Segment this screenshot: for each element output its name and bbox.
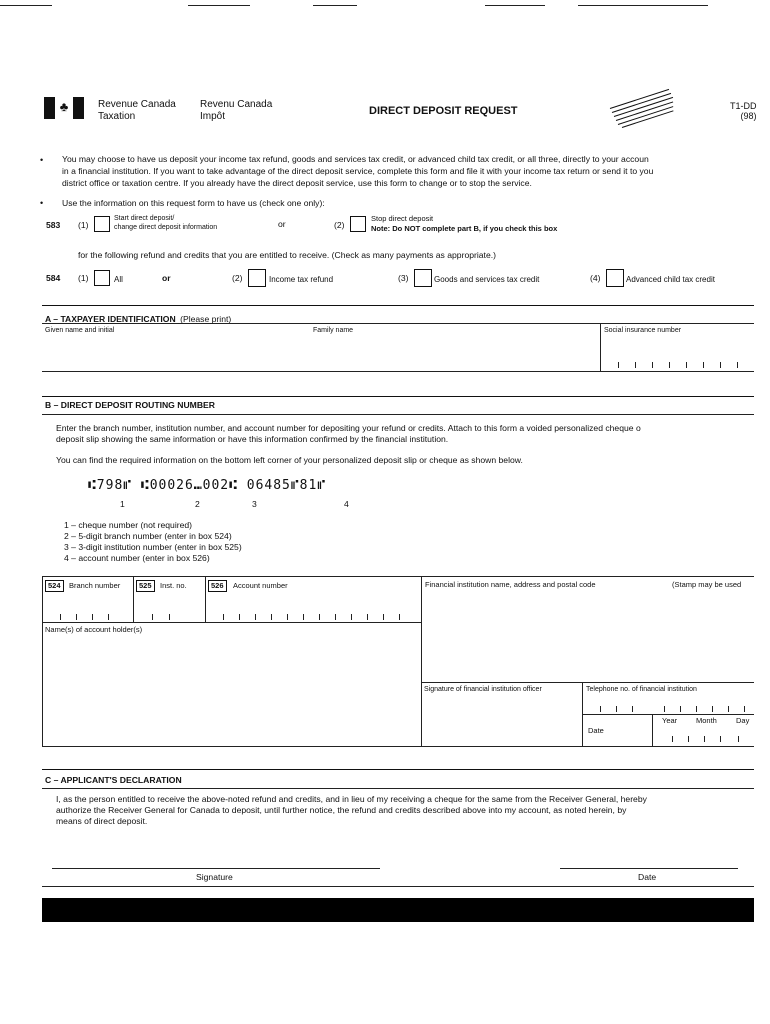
family-name-field[interactable] bbox=[312, 326, 598, 368]
section-c-heading: C – APPLICANT'S DECLARATION bbox=[45, 775, 182, 785]
child-tax-credit-label: Advanced child tax credit bbox=[626, 275, 715, 284]
section-b-heading: B – DIRECT DEPOSIT ROUTING NUMBER bbox=[45, 400, 215, 410]
scan-mark bbox=[485, 5, 545, 6]
grid-divider bbox=[652, 714, 653, 746]
all-payments-label: All bbox=[114, 275, 123, 284]
routing-grid-left bbox=[42, 576, 43, 746]
line-code-584: 584 bbox=[46, 273, 61, 283]
sin-field[interactable] bbox=[602, 336, 754, 370]
branch-number-field[interactable] bbox=[44, 600, 132, 622]
section-c-bottom bbox=[42, 886, 754, 887]
child-tax-credit-checkbox[interactable] bbox=[606, 269, 624, 287]
micr-index-2: 2 bbox=[195, 499, 200, 509]
section-a-bottom bbox=[42, 371, 754, 372]
scan-mark bbox=[578, 5, 708, 6]
micr-index-4: 4 bbox=[344, 499, 349, 509]
given-name-field[interactable] bbox=[42, 326, 312, 368]
bullet-dot: • bbox=[40, 155, 44, 165]
date-label: Date bbox=[638, 872, 657, 882]
box-code-524: 524 bbox=[45, 580, 64, 592]
scan-mark bbox=[188, 5, 250, 6]
signature-label: Signature bbox=[196, 872, 233, 882]
micr-legend: 1 – cheque number (not required) 2 – 5-digit branch number (enter in box 524) 3 – 3-digit institution number (enter in box 525) 4 – account number (enter in box 526) bbox=[64, 520, 242, 563]
section-a-heading: A – TAXPAYER IDENTIFICATION (Please print) bbox=[45, 314, 232, 324]
stop-deposit-label: Stop direct deposit Note: Do NOT complete part B, if you check this box bbox=[371, 214, 558, 233]
section-b-bottom bbox=[42, 746, 754, 747]
micr-sample: ⑆798⑈ ⑆00026⑉002⑆ 06485⑈81⑈ bbox=[88, 478, 327, 493]
account-number-label: Account number bbox=[233, 581, 288, 590]
grid-divider bbox=[421, 576, 422, 746]
option-number: (4) bbox=[590, 273, 601, 283]
financial-institution-label: Financial institution name, address and postal code bbox=[425, 580, 596, 589]
form-code: T1-DD (98) bbox=[730, 101, 757, 121]
institution-number-field[interactable] bbox=[135, 600, 204, 622]
telephone-label: Telephone no. of financial institution bbox=[586, 686, 697, 693]
telephone-field[interactable] bbox=[584, 696, 754, 714]
scan-mark bbox=[0, 5, 52, 6]
year-label: Year bbox=[662, 716, 678, 725]
family-name-label: Family name bbox=[313, 327, 354, 334]
footer-bar bbox=[42, 898, 754, 922]
branch-number-label: Branch number bbox=[69, 581, 121, 590]
option-number: (1) bbox=[78, 273, 89, 283]
routing-grid-top bbox=[42, 576, 754, 577]
gst-credit-label: Goods and services tax credit bbox=[434, 275, 540, 284]
sin-divider bbox=[600, 323, 601, 371]
section-b-divider bbox=[42, 414, 754, 415]
wordmark-stripes-icon bbox=[608, 92, 674, 128]
option-number: (2) bbox=[334, 220, 345, 230]
income-tax-refund-checkbox[interactable] bbox=[248, 269, 266, 287]
stop-deposit-checkbox[interactable] bbox=[350, 216, 366, 232]
start-deposit-label: Start direct deposit/ change direct deposit information bbox=[114, 215, 218, 231]
account-holders-field[interactable] bbox=[44, 636, 418, 742]
agency-name-fr: Revenu Canada Impôt bbox=[200, 99, 273, 122]
section-b-rule bbox=[42, 396, 754, 397]
institution-number-label: Inst. no. bbox=[160, 581, 187, 590]
section-c-divider bbox=[42, 788, 754, 789]
grid-divider bbox=[421, 682, 754, 683]
routing-instructions: Enter the branch number, institution number, and account number for depositing your refund or credits. Attach to this form a voided personalized cheque o deposit slip showing the same information or have this information confirmed by the financial institution. bbox=[56, 423, 641, 444]
option-number: (1) bbox=[78, 220, 89, 230]
micr-index-3: 3 bbox=[252, 499, 257, 509]
account-number-field[interactable] bbox=[207, 600, 419, 622]
given-name-label: Given name and initial bbox=[45, 327, 115, 334]
declaration-text: I, as the person entitled to receive the above-noted refund and credits, and in lieu of my receiving a cheque for the same from the Receiver General, hereby authorize the Receiver General for Canada to deposit, until further notice, the refund and credits described above into my account, as noted herein, by means of direct deposit. bbox=[56, 794, 647, 826]
option-number: (3) bbox=[398, 273, 409, 283]
officer-signature-label: Signature of financial institution officer bbox=[424, 686, 542, 693]
line-code-583: 583 bbox=[46, 220, 61, 230]
all-payments-checkbox[interactable] bbox=[94, 270, 110, 286]
section-a-rule bbox=[42, 305, 754, 306]
start-deposit-checkbox[interactable] bbox=[94, 216, 110, 232]
routing-location-text: You can find the required information on the bottom left corner of your personalized deposit slip or cheque as shown below. bbox=[56, 455, 523, 465]
applicant-date-line[interactable] bbox=[560, 868, 738, 869]
micr-index-1: 1 bbox=[120, 499, 125, 509]
sin-label: Social insurance number bbox=[604, 327, 682, 334]
intro-instruction: Use the information on this request form to have us (check one only): bbox=[62, 198, 325, 208]
bullet-dot: • bbox=[40, 198, 44, 208]
grid-divider bbox=[205, 576, 206, 622]
agency-name-en: Revenue Canada Taxation bbox=[98, 99, 176, 122]
officer-signature-field[interactable] bbox=[424, 696, 580, 744]
day-label: Day bbox=[736, 716, 750, 725]
account-holders-label: Name(s) of account holder(s) bbox=[45, 625, 143, 634]
grid-divider bbox=[582, 714, 754, 715]
or-label: or bbox=[162, 273, 171, 283]
section-c-rule bbox=[42, 769, 754, 770]
grid-divider bbox=[133, 576, 134, 622]
or-label: or bbox=[278, 219, 286, 229]
section-a-divider bbox=[42, 323, 754, 324]
form-title: DIRECT DEPOSIT REQUEST bbox=[369, 105, 518, 117]
grid-divider bbox=[42, 622, 421, 623]
box-code-525: 525 bbox=[136, 580, 155, 592]
month-label: Month bbox=[696, 716, 717, 725]
officer-date-label: Date bbox=[588, 726, 604, 735]
stamp-note: (Stamp may be used bbox=[672, 580, 742, 589]
intro-paragraph: You may choose to have us deposit your income tax refund, goods and services tax credit, or advanced child tax credit, or all three, directly to your accoun in a financial institution. If you want to take advantage of the direct deposit service, complete this form and file it with your income tax return or send it to you district office or taxation centre. If you already have the direct deposit service, use this form to change or to stop the service. bbox=[62, 154, 654, 188]
box-code-526: 526 bbox=[208, 580, 227, 592]
officer-date-field[interactable] bbox=[654, 728, 754, 744]
financial-institution-field[interactable] bbox=[424, 592, 752, 680]
canada-flag-icon: ♣ bbox=[44, 97, 84, 119]
gst-credit-checkbox[interactable] bbox=[414, 269, 432, 287]
scan-mark bbox=[313, 5, 357, 6]
option-number: (2) bbox=[232, 273, 243, 283]
payments-intro: for the following refund and credits that you are entitled to receive. (Check as many payments as appropriate.) bbox=[78, 250, 496, 260]
income-tax-refund-label: Income tax refund bbox=[269, 275, 334, 284]
applicant-signature-line[interactable] bbox=[52, 868, 380, 869]
